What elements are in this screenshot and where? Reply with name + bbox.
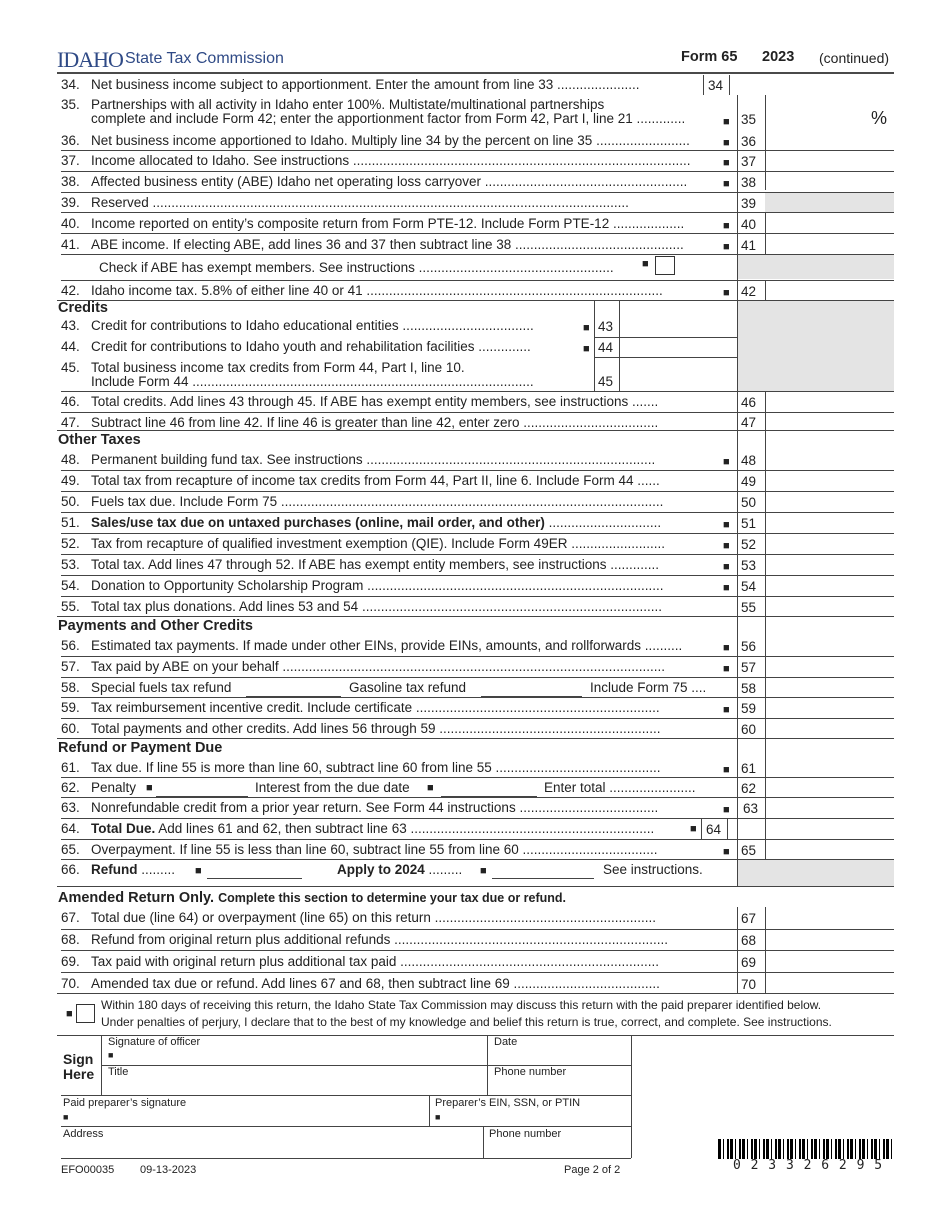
credit-col-rule (594, 301, 595, 391)
line-40: 40. Income reported on entity’s composite return from Form PTE-12. Include Form PTE-12 ................... (61, 216, 685, 231)
box-55: 55 (741, 600, 757, 615)
gasoline-label: Gasoline tax refund (349, 680, 467, 695)
section-credits: Credits (58, 300, 108, 316)
line-46: 46. Total credits. Add lines 43 through 45. If ABE has exempt entity members, see instructions ....... (61, 394, 659, 409)
line-53: 53. Total tax. Add lines 47 through 52. If ABE has exempt entity members, see instructions ............. (61, 557, 660, 572)
line-52: 52. Tax from recapture of qualified investment exemption (QIE). Include Form 49ER ......................... (61, 536, 665, 551)
bullet: ■ (723, 287, 730, 299)
bullet: ■ (66, 1008, 73, 1020)
gasoline-field[interactable] (481, 696, 582, 697)
box-50: 50 (741, 495, 757, 510)
bullet: ■ (723, 561, 730, 573)
l64-rule-b (727, 818, 728, 839)
phone2-label: Phone number (489, 1128, 562, 1140)
box-39: 39 (741, 196, 757, 211)
bullet: ■ (723, 663, 730, 675)
box-47: 47 (741, 415, 757, 430)
bullet: ■ (723, 540, 730, 552)
sig-rule (429, 1095, 430, 1126)
col-num-rule (765, 95, 766, 190)
line-43: 43. Credit for contributions to Idaho educational entities ................................... (61, 318, 534, 333)
line-62: 62. Penalty (61, 780, 137, 795)
line-36: 36. Net business income apportioned to Idaho. Multiply line 34 by the percent on line 35 ......................... (61, 133, 690, 148)
form-name: Form 65 (681, 49, 738, 65)
col-num-rule-4 (765, 391, 766, 859)
header-rule (57, 72, 894, 74)
rule (61, 1095, 631, 1096)
box-38: 38 (741, 175, 757, 190)
line-37: 37. Income allocated to Idaho. See instructions .......................................................................................... (61, 153, 691, 168)
section-payments: Payments and Other Credits (58, 618, 253, 634)
box-46: 46 (741, 395, 757, 410)
bullet: ■ (723, 519, 730, 531)
abe-exempt-checkbox[interactable] (655, 256, 675, 275)
sig-rule (631, 1035, 632, 1158)
rule (61, 929, 894, 930)
box-40: 40 (741, 217, 757, 232)
rule (61, 1126, 631, 1127)
line-60: 60. Total payments and other credits. Add lines 56 through 59 ........................................................... (61, 721, 661, 736)
box-67: 67 (741, 911, 757, 926)
col-num-rule-3 (765, 280, 766, 301)
bullet: ■ (723, 116, 730, 128)
interest-field[interactable] (441, 796, 537, 797)
bullet: ■ (583, 343, 590, 355)
box-51: 51 (741, 516, 757, 531)
l34-rule-a (703, 75, 704, 95)
bullet: ■ (480, 865, 487, 877)
refund-field[interactable] (207, 878, 302, 879)
bullet: ■ (723, 764, 730, 776)
page-number: Page 2 of 2 (564, 1164, 621, 1176)
line-54: 54. Donation to Opportunity Scholarship Program ............................................................................... (61, 578, 664, 593)
rule (61, 280, 894, 281)
line-44: 44. Credit for contributions to Idaho youth and rehabilitation facilities .............. (61, 339, 531, 354)
line-34: 34. Net business income subject to apportionment. Enter the amount from line 33 ...................... (61, 77, 640, 92)
bullet: ■ (723, 846, 730, 858)
line-42: 42. Idaho income tax. 5.8% of either line 40 or 41 ............................................................................... (61, 283, 663, 298)
see-instructions: See instructions. (603, 862, 703, 877)
interest-label: Interest from the due date (255, 780, 410, 795)
line-49: 49. Total tax from recapture of income tax credits from Form 44, Part II, line 6. Include Form 44 ...... (61, 473, 660, 488)
line-57: 57. Tax paid by ABE on your behalf ...................................................................................................... (61, 659, 665, 674)
line-58: 58. Special fuels tax refund (61, 680, 232, 695)
bullet: ■ (723, 804, 730, 816)
bullet: ■ (723, 704, 730, 716)
special-fuels-field[interactable] (246, 696, 341, 697)
barcode-digits: 0 2 3 3 2 6 2 9 5 (733, 1158, 884, 1173)
bullet: ■ (108, 1050, 114, 1060)
line-45b: Include Form 44 ........................................................................................... (91, 374, 534, 389)
bullet: ■ (723, 220, 730, 232)
l34-rule-b (729, 75, 730, 95)
form-date: 09-13-2023 (140, 1164, 197, 1176)
date-label: Date (494, 1036, 518, 1048)
bullet: ■ (690, 823, 697, 835)
line-63: 63. Nonrefundable credit from a prior year return. See Form 44 instructions ..................................... (61, 800, 659, 815)
rule (61, 797, 894, 798)
line-47: 47. Subtract line 46 from line 42. If line 46 is greater than line 42, enter zero .................................... (61, 415, 659, 430)
shade-41b (737, 255, 894, 279)
rule (594, 337, 737, 338)
officer-signature-label: Signature of officer (108, 1036, 201, 1048)
box-48: 48 (741, 453, 757, 468)
shade-66 (737, 859, 894, 887)
line-35b: complete and include Form 42; enter the apportionment factor from Form 42, Part I, line 21 ............. (91, 111, 686, 126)
box-68: 68 (741, 933, 757, 948)
disclaimer-2: Under penalties of perjury, I declare that to the best of my knowledge and belief this return is true, correct, and complete. See instructions. (101, 1015, 832, 1029)
line-59: 59. Tax reimbursement incentive credit. Include certificate ................................................................. (61, 700, 660, 715)
box-70: 70 (741, 977, 757, 992)
line-51: 51. Sales/use tax due on untaxed purchases (online, mail order, and other) .............................. (61, 515, 662, 530)
box-56: 56 (741, 639, 757, 654)
bullet: ■ (723, 582, 730, 594)
penalty-field[interactable] (156, 796, 248, 797)
section-amended: Amended Return Only. Complete this section to determine your tax due or refund. (58, 890, 567, 906)
box-37: 37 (741, 154, 757, 169)
box-58: 58 (741, 681, 757, 696)
box-61: 61 (741, 761, 757, 776)
line-50: 50. Fuels tax due. Include Form 75 ...................................................................................................... (61, 494, 664, 509)
form-code: EFO00035 (61, 1164, 115, 1176)
box-42: 42 (741, 284, 757, 299)
section-other-taxes: Other Taxes (58, 432, 141, 448)
shade-credits (737, 301, 894, 391)
address-label: Address (63, 1128, 104, 1140)
rule (737, 150, 894, 151)
rule (594, 357, 737, 358)
bullet: ■ (146, 782, 153, 794)
line-35: 35. Partnerships with all activity in Idaho enter 100%. Multistate/multinational partnerships (61, 97, 605, 112)
line-38: 38. Affected business entity (ABE) Idaho net operating loss carryover ...................................................... (61, 174, 688, 189)
line-66: 66. Refund ......... (61, 862, 176, 877)
line-45: 45. Total business income tax credits from Form 44, Part I, line 10. (61, 360, 465, 375)
bullet: ■ (723, 241, 730, 253)
box-44: 44 (598, 340, 614, 355)
preparer-signature-label: Paid preparer’s signature (63, 1097, 187, 1109)
bullet: ■ (435, 1112, 441, 1122)
box-65: 65 (741, 843, 757, 858)
preparer-discuss-checkbox[interactable] (76, 1004, 95, 1023)
box-69: 69 (741, 955, 757, 970)
line-48: 48. Permanent building fund tax. See instructions ............................................................................. (61, 452, 656, 467)
phone-label: Phone number (494, 1066, 567, 1078)
line-70: 70. Amended tax due or refund. Add lines 67 and 68, then subtract line 69 ....................................... (61, 976, 660, 991)
sign-here: Sign Here (63, 1051, 95, 1082)
box-45: 45 (598, 374, 614, 389)
bullet: ■ (723, 642, 730, 654)
box-36: 36 (741, 134, 757, 149)
box-41: 41 (741, 238, 757, 253)
line-61: 61. Tax due. If line 55 is more than line 60, subtract line 60 from line 55 ............................................ (61, 760, 661, 775)
rule (61, 1158, 631, 1159)
bullet: ■ (427, 782, 434, 794)
box-57: 57 (741, 660, 757, 675)
box-60: 60 (741, 722, 757, 737)
line-55: 55. Total tax plus donations. Add lines 53 and 54 ................................................................................ (61, 599, 663, 614)
box-62: 62 (741, 781, 757, 796)
box-63: 63 (743, 801, 759, 816)
box-59: 59 (741, 701, 757, 716)
box-64: 64 (706, 822, 722, 837)
apply-field[interactable] (492, 878, 594, 879)
preparer-id-label: Preparer’s EIN, SSN, or PTIN (435, 1097, 581, 1109)
agency-name: State Tax Commission (125, 50, 284, 67)
line-67: 67. Total due (line 64) or overpayment (line 65) on this return ........................................................... (61, 910, 656, 925)
box-54: 54 (741, 579, 757, 594)
box-53: 53 (741, 558, 757, 573)
bullet: ■ (642, 258, 649, 270)
line-64: 64. Total Due. Add lines 61 and 62, then subtract line 63 ................................................................. (61, 821, 655, 836)
line-68: 68. Refund from original return plus additional refunds ......................................................................... (61, 932, 668, 947)
box-35: 35 (741, 112, 757, 127)
bullet: ■ (723, 137, 730, 149)
l64-rule-a (701, 818, 702, 839)
idaho-logo: IDAHO (57, 47, 123, 72)
line-65: 65. Overpayment. If line 55 is less than line 60, subtract line 55 from line 60 .................................... (61, 842, 658, 857)
disclaimer-1: Within 180 days of receiving this return, the Idaho State Tax Commission may discuss this return with the paid preparer identified below. (101, 998, 822, 1012)
rule (57, 886, 894, 887)
line-41: 41. ABE income. If electing ABE, add lines 36 and 37 then subtract line 38 ............................................. (61, 237, 684, 252)
bullet: ■ (583, 322, 590, 334)
continued-label: (continued) (819, 50, 890, 66)
bullet: ■ (63, 1112, 69, 1122)
box-43: 43 (598, 319, 614, 334)
line-41-check: Check if ABE has exempt members. See instructions .................................................... (99, 260, 614, 275)
bullet: ■ (723, 157, 730, 169)
box-34: 34 (708, 78, 724, 93)
section-refund: Refund or Payment Due (58, 740, 223, 756)
line-69: 69. Tax paid with original return plus additional tax paid ..................................................................... (61, 954, 659, 969)
box-49: 49 (741, 474, 757, 489)
line-39: 39. Reserved ............................................................................................................................... (61, 195, 629, 210)
apply-label: Apply to 2024 ......... (337, 862, 463, 877)
line-56: 56. Estimated tax payments. If made under other EINs, provide EINs, amounts, and rollforwards .......... (61, 638, 683, 653)
bullet: ■ (723, 456, 730, 468)
shade-39 (765, 192, 894, 212)
form-year: 2023 (762, 49, 795, 65)
barcode-image (718, 1139, 894, 1159)
sig-rule (483, 1126, 484, 1158)
bullet: ■ (723, 178, 730, 190)
bullet: ■ (195, 865, 202, 877)
enter-total-label: Enter total ....................... (544, 780, 696, 795)
percent-sign: % (871, 108, 888, 128)
title-label: Title (108, 1066, 129, 1078)
include-form75: Include Form 75 .... (590, 680, 707, 695)
credit-num-rule (619, 301, 620, 391)
box-52: 52 (741, 537, 757, 552)
